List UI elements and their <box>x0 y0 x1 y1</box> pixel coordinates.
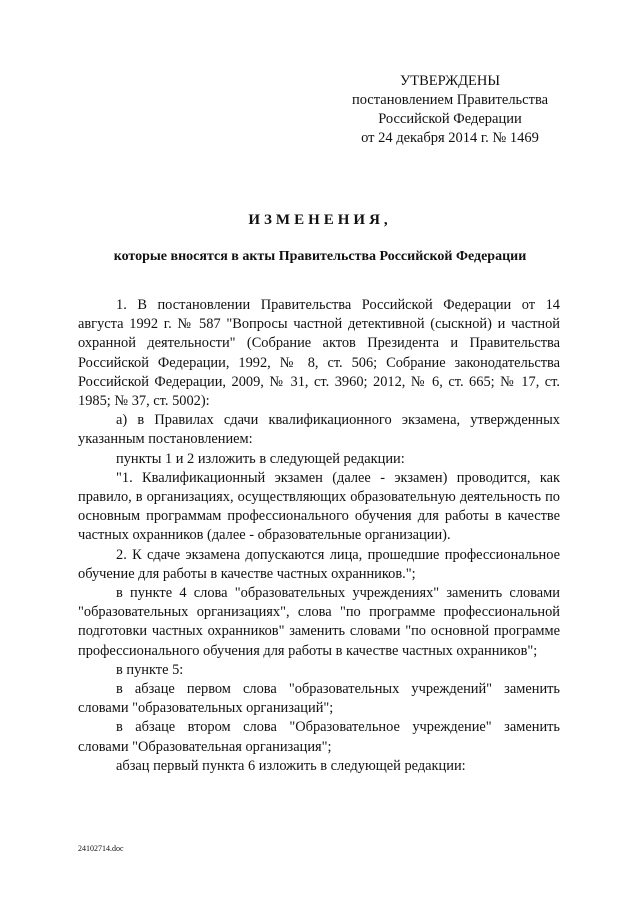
paragraph: абзац первый пункта 6 изложить в следующей редакции: <box>116 757 466 774</box>
approval-block <box>340 72 560 148</box>
paragraph: 1. В постановлении Правительства Российской Федерации от 14 августа 1992 г. № 587 "Вопросы частной детективной (сыскной) и частной охранной деятельности" (Собрание актов Президента и Правительства Российской Федерации, 1992, № 8, ст. 506; Собрание законодательства Российской Федерации, 2009, № 31, ст. 3960; 2012, № 6, ст. 665; № 17, ст. 1985; № 37, ст. 5002): <box>78 297 560 410</box>
paragraph: в абзаце втором слова "Образовательное учреждение" заменить словами "Образовательная организация"; <box>78 719 560 755</box>
paragraph: в абзаце первом слова "образовательных учреждений" заменить словами "образовательных организаций"; <box>78 681 560 717</box>
approval-line: постановлением Правительства <box>351 92 549 108</box>
approval-heading: УТВЕРЖДЕНЫ <box>399 73 501 89</box>
document-subtitle: которые вносятся в акты Правительства Российской Федерации <box>113 249 527 264</box>
paragraph: а) в Правилах сдачи квалификационного экзамена, утвержденных указанным постановлением: <box>78 412 560 448</box>
paragraph: в пункте 5: <box>116 661 184 678</box>
paragraph: в пункте 4 слова "образовательных учреждениях" заменить словами "образовательных организациях", слова "по программе профессиональной подготовки частных охранников" заменить словами "по основной программе профессионального обучения для работы в качестве частных охранников"; <box>78 585 560 659</box>
approval-line: Российской Федерации <box>378 111 522 127</box>
paragraph: 2. К сдаче экзамена допускаются лица, прошедшие профессиональное обучение для работы в качестве частных охранников."; <box>78 546 560 582</box>
approval-date: от 24 декабря 2014 г. № 1469 <box>361 130 539 146</box>
paragraph: пункты 1 и 2 изложить в следующей редакции: <box>116 450 405 467</box>
document-body <box>78 296 560 776</box>
paragraph: "1. Квалификационный экзамен (далее - экзамен) проводится, как правило, в организациях, осуществляющих образовательную деятельность по основным программам профессионального обучения для работы в качестве частных охранников (далее - образовательные организации). <box>78 469 560 544</box>
file-name-footer: 24102714.doc <box>78 844 124 853</box>
document-title: ИЗМЕНЕНИЯ, <box>248 212 392 228</box>
